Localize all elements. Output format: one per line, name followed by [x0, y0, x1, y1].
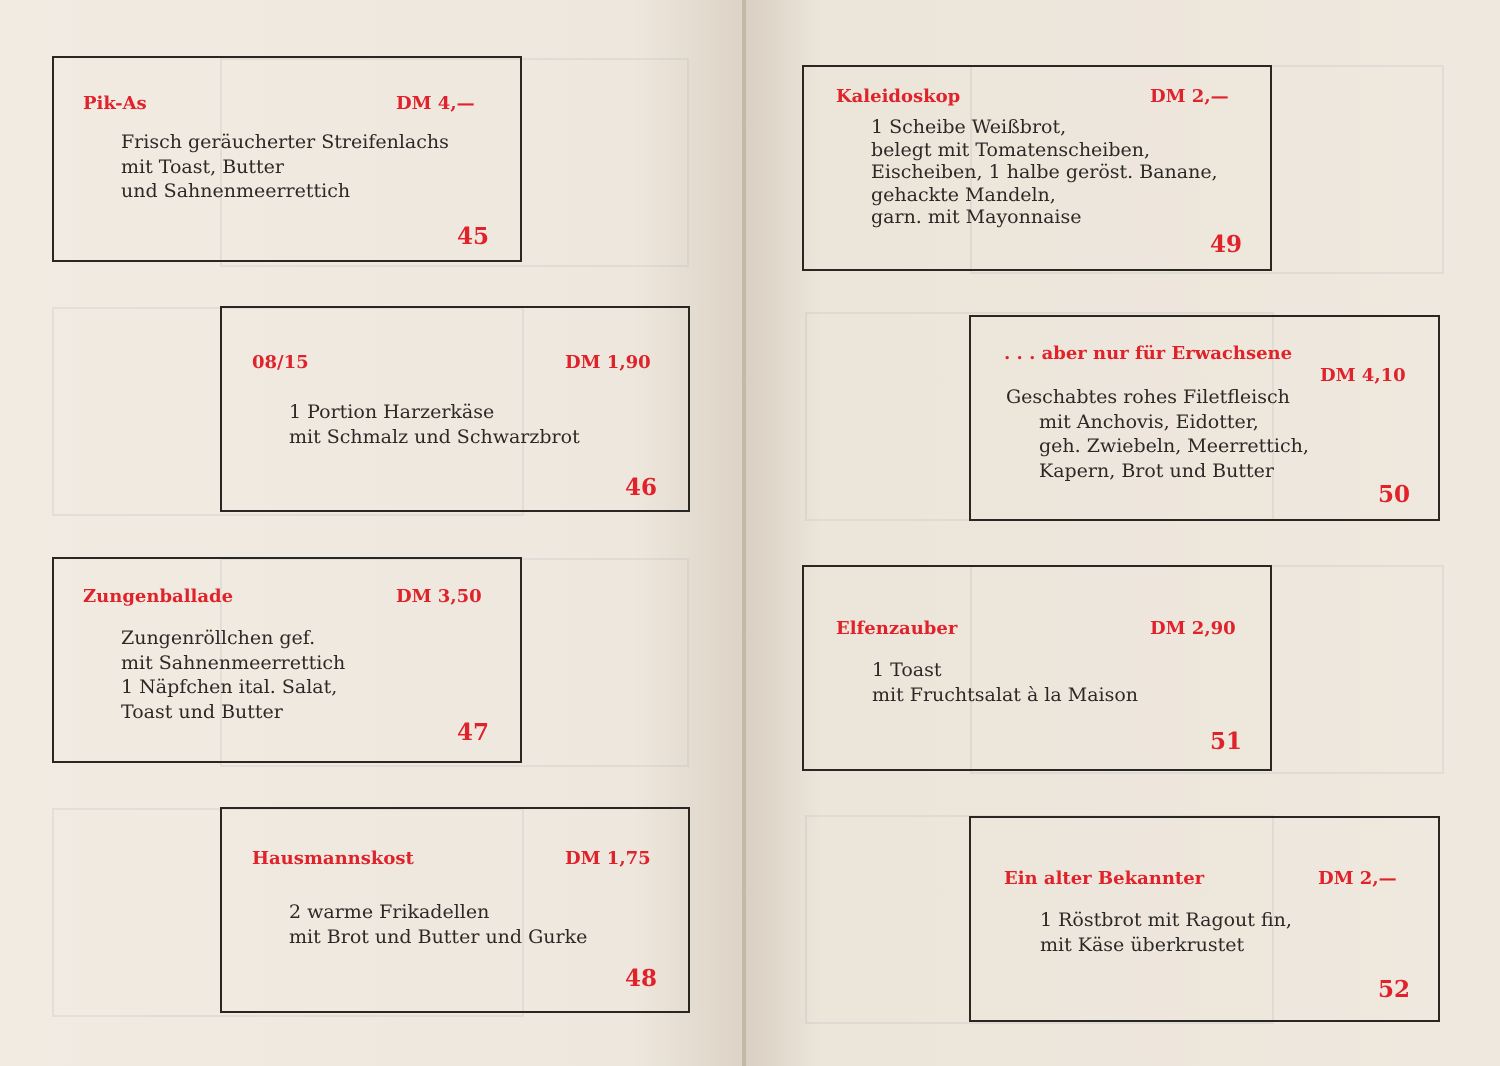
description-line: mit Brot und Butter und Gurke: [289, 925, 588, 948]
entry-number: 45: [457, 223, 490, 250]
entry-price: DM 2,90: [1150, 618, 1236, 639]
entry-price: DM 1,75: [565, 848, 651, 869]
entry-price: DM 3,50: [396, 586, 482, 607]
entry-description: [1006, 385, 1309, 483]
description-line: Eischeiben, 1 halbe geröst. Banane,: [871, 161, 1218, 183]
entry-title: Zungenballade: [83, 586, 234, 607]
description-line: mit Sahnenmeerrettich: [121, 651, 346, 674]
entry-price: DM 2,—: [1150, 86, 1229, 107]
entry-title: 08/15: [252, 352, 309, 373]
entry-description: [1040, 908, 1292, 957]
entry-description: [872, 658, 1138, 707]
description-line: und Sahnenmeerrettich: [121, 180, 351, 202]
description-line: 2 warme Frikadellen: [289, 901, 490, 923]
entry-description: [289, 400, 580, 449]
description-line: Geschabtes rohes Filetfleisch: [1006, 386, 1290, 408]
description-line: geh. Zwiebeln, Meerrettich,: [1039, 435, 1309, 457]
entry-number: 50: [1378, 481, 1411, 508]
entry-description: [121, 626, 345, 724]
entry-title: Ein alter Bekannter: [1004, 868, 1205, 889]
entry-number: 52: [1378, 976, 1411, 1003]
description-line: 1 Näpfchen ital. Salat,: [121, 676, 338, 698]
entry-title: Hausmannskost: [252, 848, 414, 869]
description-line: 1 Portion Harzerkäse: [289, 401, 495, 423]
description-line: garn. mit Mayonnaise: [871, 206, 1082, 228]
entry-price: DM 2,—: [1318, 868, 1397, 889]
entry-description: [871, 116, 1218, 229]
entry-title: Elfenzauber: [836, 618, 958, 639]
entry-price: DM 4,—: [396, 93, 475, 114]
description-line: gehackte Mandeln,: [871, 183, 1056, 206]
entry-title: Pik-As: [83, 93, 147, 114]
entry-number: 49: [1210, 231, 1243, 258]
description-line: mit Käse überkrustet: [1040, 933, 1245, 956]
description-line: Kapern, Brot und Butter: [1039, 459, 1274, 482]
entry-number: 48: [625, 965, 658, 992]
entry-description: [289, 900, 587, 949]
entry-number: 46: [625, 474, 658, 501]
entry-number: 51: [1210, 728, 1243, 755]
entry-description: [121, 130, 449, 204]
description-line: Frisch geräucherter Streifenlachs: [121, 131, 449, 153]
description-line: 1 Toast: [872, 659, 942, 681]
entry-title: Kaleidoskop: [836, 86, 961, 107]
description-line: mit Toast, Butter: [121, 155, 284, 178]
description-line: mit Anchovis, Eidotter,: [1039, 410, 1259, 433]
description-line: Toast und Butter: [121, 700, 283, 723]
entry-number: 47: [457, 719, 490, 746]
book-gutter: [742, 0, 746, 1066]
description-line: mit Fruchtsalat à la Maison: [872, 683, 1139, 706]
entry-title: . . . aber nur für Erwachsene: [1004, 343, 1293, 364]
description-line: belegt mit Tomatenscheiben,: [871, 138, 1151, 161]
description-line: 1 Röstbrot mit Ragout fin,: [1040, 909, 1292, 931]
description-line: mit Schmalz und Schwarzbrot: [289, 425, 580, 448]
entry-price: DM 4,10: [1320, 365, 1406, 386]
description-line: Zungenröllchen gef.: [121, 627, 316, 649]
description-line: 1 Scheibe Weißbrot,: [871, 116, 1067, 138]
entry-price: DM 1,90: [565, 352, 651, 373]
